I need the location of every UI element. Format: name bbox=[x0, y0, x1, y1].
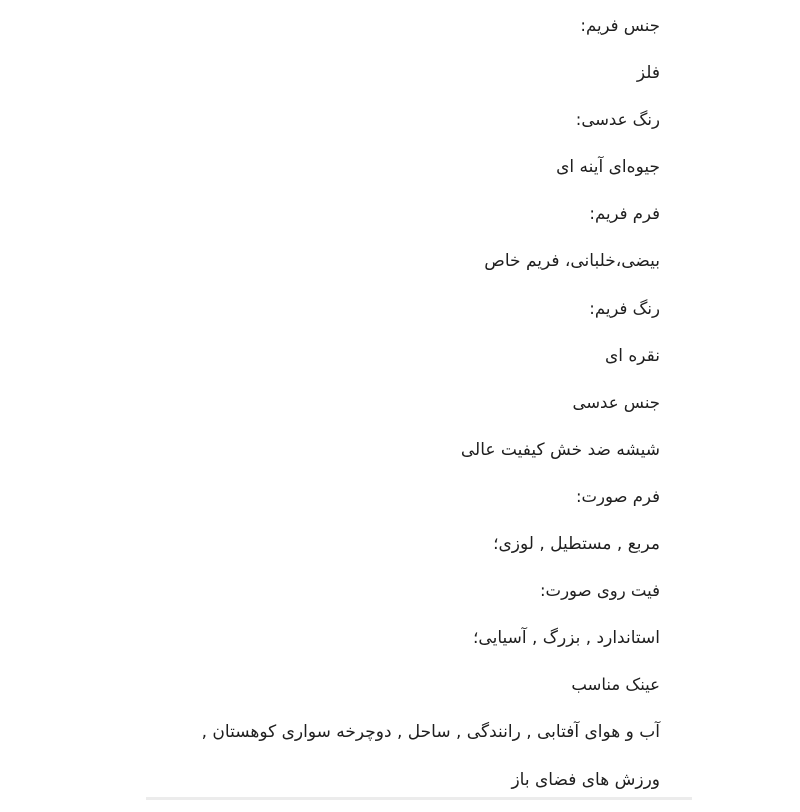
spec-label-face-fit: فیت روی صورت: bbox=[539, 581, 660, 601]
spec-value-frame-shape: بیضی،خلبانی، فریم خاص bbox=[484, 251, 660, 272]
spec-value-suitable-for: آب و هوای آفتابی , رانندگی , ساحل , دوچرخه سواری کوهستان , bbox=[201, 722, 660, 743]
spec-label-lens-color: رنگ عدسی: bbox=[575, 110, 660, 130]
spec-value-lens-material: شیشه ضد خش کیفیت عالی bbox=[460, 439, 660, 460]
spec-value-face-shape: مربع , مستطیل , لوزی؛ bbox=[493, 534, 660, 555]
spec-value-face-fit: استاندارد , بزرگ , آسیایی؛ bbox=[473, 628, 660, 649]
spec-label-frame-color: رنگ فریم: bbox=[589, 298, 660, 318]
spec-label-frame-material: جنس فریم: bbox=[580, 16, 660, 35]
spec-label-lens-material: جنس عدسی bbox=[572, 392, 660, 412]
spec-label-frame-shape: فرم فریم: bbox=[589, 204, 660, 224]
spec-label-face-shape: فرم صورت: bbox=[575, 486, 660, 506]
product-spec-list bbox=[0, 11, 660, 812]
spec-value-frame-color: نقره ای bbox=[604, 345, 660, 366]
spec-value-frame-material: فلز bbox=[636, 63, 660, 84]
spec-value-lens-color: جیوه‌ای آینه ای bbox=[556, 157, 660, 178]
spec-label-suitable-for: عینک مناسب bbox=[571, 675, 660, 695]
spec-value-suitable-for-continued: ورزش های فضای باز bbox=[511, 769, 660, 790]
